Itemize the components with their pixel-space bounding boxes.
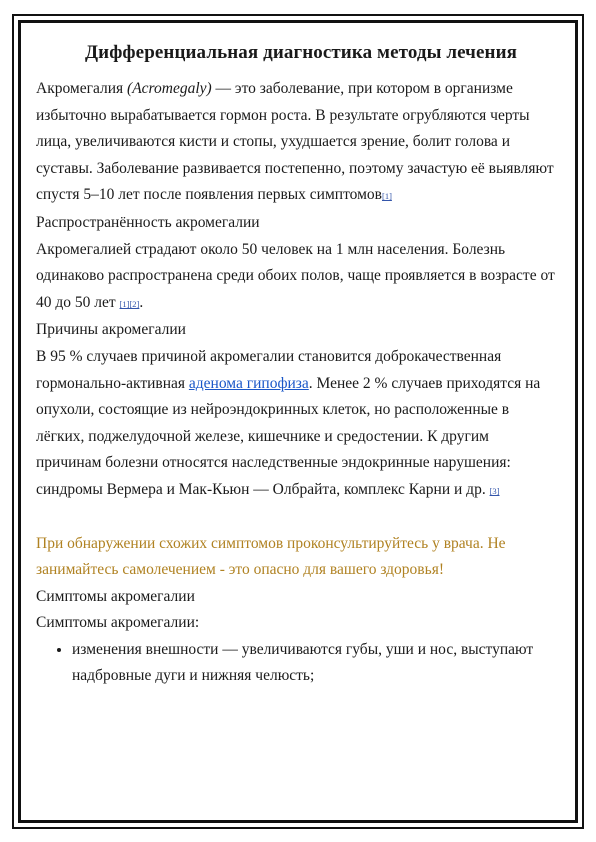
reference-link-1[interactable]: [1]: [119, 298, 130, 309]
prevalence-tail: .: [139, 293, 144, 311]
prevalence-heading: Распространённость акромегалии: [36, 213, 260, 231]
symptoms-list: [36, 637, 556, 690]
causes-paragraph: [36, 344, 556, 505]
causes-text-after: . Менее 2 % случаев приходятся на опухоли, состоящие из нейроэндокринных клеток, но расположенные в лёгких, поджелудочной железе, кишечнике и средостении. К другим причинам болезни относятся наследственные эндокринные нарушения: синдромы Вермера и Мак-Кьюн — Олбрайта, комплекс Карни и др.: [36, 374, 541, 498]
intro-text: — это заболевание, при котором в организме избыточно вырабатывается гормон роста. В результате огрубляются черты лица, увеличиваются кисти и стопы, ухудшается зрение, болит голова и суставы. Заболевание развивается постепенно, поэтому зачастую её выявляют спустя 5–10 лет после появления первых симптомов: [36, 80, 554, 204]
reference-link-3[interactable]: [3]: [489, 485, 500, 496]
intro-paragraph: [36, 76, 556, 210]
medical-warning: При обнаружении схожих симптомов проконсультируйтесь у врача. Не занимайтесь самолечением - это опасно для вашего здоровья!: [36, 534, 506, 579]
causes-text-before: В 95 % случаев причиной акромегалии становится доброкачественная гормонально-активная: [36, 347, 502, 392]
prevalence-paragraph: [36, 237, 556, 318]
reference-link-2[interactable]: [2]: [129, 298, 140, 309]
page-title: Дифференциальная диагностика методы лечения: [84, 42, 518, 63]
list-item: • изменения внешности — увеличиваются губы, уши и нос, выступают надбровные дуги и нижняя челюсть;: [72, 637, 556, 690]
pituitary-adenoma-link[interactable]: аденома гипофиза: [188, 374, 309, 392]
causes-heading: Причины акромегалии: [36, 321, 186, 339]
reference-link-1[interactable]: [1]: [381, 191, 392, 202]
symptoms-heading: Симптомы акромегалии: [36, 587, 195, 605]
symptoms-subheading: Симптомы акромегалии:: [36, 614, 200, 632]
prevalence-text: Акромегалией страдают около 50 человек на 1 млн населения. Болезнь одинаково распространена среди обоих полов, чаще проявляется в возрасте от 40 до 50 лет: [36, 240, 555, 311]
intro-latin-term: (Acromegaly): [127, 80, 212, 97]
document-body: [36, 40, 556, 690]
intro-lead: Акромегалия: [36, 80, 128, 97]
